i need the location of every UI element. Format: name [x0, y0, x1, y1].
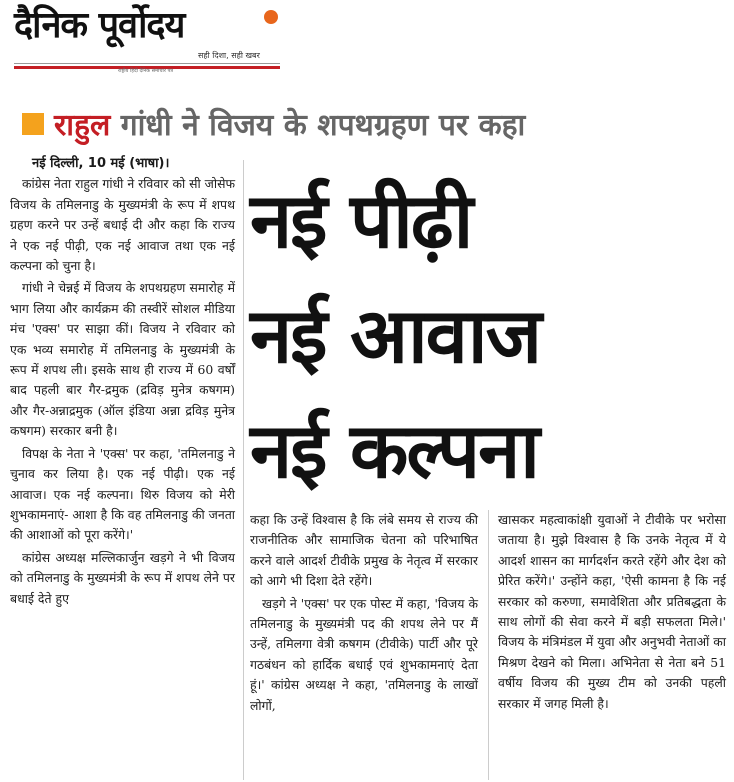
column-divider — [488, 510, 489, 780]
headline-line-1: नई पीढ़ी — [250, 176, 472, 265]
logo-dot-icon — [264, 10, 278, 24]
headline — [250, 163, 720, 508]
paragraph: गांधी ने चेन्नई में विजय के शपथग्रहण समारोह में भाग लिया और कार्यक्रम की तस्वीरें सोशल मीडिया मंच 'एक्स' पर साझा कीं। विजय ने रविवार को एक भव्य समारोह में तमिलनाडु के मुख्यमंत्री के रूप में शपथ ली। इसके साथ ही राज्य में 60 वर्षों बाद पहली बार गैर-द्रमुक (द्रविड़ मुनेत्र कषगम) और गैर-अन्नाद्रमुक (ऑल इंडिया अन्ना द्रविड़ मुनेत्र कषगम) सरकार बनी है। — [10, 280, 235, 439]
paragraph: खड़गे ने 'एक्स' पर एक पोस्ट में कहा, 'विजय के तमिलनाडु के मुख्यमंत्री पद की शपथ लेने पर मैं उन्हें, तमिलगा वेत्री कषगम (टीवीके) पार्टी और पूरे गठबंधन को हार्दिक बधाई एवं शुभकामनाएं देता हूं।' कांग्रेस अध्यक्ष ने कहा, 'तमिलनाडु के लाखों लोगों, — [250, 595, 478, 713]
paragraph: विपक्ष के नेता ने 'एक्स' पर कहा, 'तमिलनाडु ने चुनाव कर लिया है। एक नई पीढ़ी। एक नई आवाज। एक नई कल्पना। थिरु विजय को मेरी शुभकामनाएं- आशा है कि वह तमिलनाडु की जनता की आशाओं को पूरा करेंगे।' — [10, 445, 235, 543]
paragraph: कहा कि उन्हें विश्वास है कि लंबे समय से राज्य की राजनीतिक और सामाजिक चेतना को परिभाषित करने वाले आदर्श टीवीके प्रमुख के नेतृत्व में सरकार को आगे भी दिशा देते रहेंगे। — [250, 512, 478, 589]
paragraph: कांग्रेस अध्यक्ष मल्लिकार्जुन खड़गे ने भी विजय को तमिलनाडु के मुख्यमंत्री के रूप में शपथ लेने पर बधाई देते हुए — [10, 549, 235, 606]
column-divider — [243, 160, 244, 780]
article-column-2 — [250, 510, 478, 716]
paragraph: कांग्रेस नेता राहुल गांधी ने रविवार को सी जोसेफ विजय के तमिलनाडु के मुख्यमंत्री के रूप में शपथ ग्रहण करने पर उन्हें बधाई दी और कहा कि राज्य ने एक नई पीढ़ी, एक नई आवाज तथा एक नई कल्पना को चुना है। — [10, 176, 235, 274]
masthead-rule — [14, 63, 280, 64]
tagline: सही दिशा, सही खबर — [198, 51, 260, 60]
headline-line-2: नई आवाज — [250, 291, 540, 380]
masthead — [0, 0, 734, 80]
kicker — [22, 102, 525, 150]
paragraph: खासकर महत्वाकांक्षी युवाओं ने टीवीके पर भरोसा जताया है। मुझे विश्वास है कि उनके नेतृत्व में ये आदर्श शासन का मार्गदर्शन करते रहेंगे और देश को प्रेरित करेंगे।' उन्होंने कहा, 'ऐसी कामना है कि नई सरकार को करुणा, समावेशिता और प्रतिबद्धता के साथ लोगों की सेवा करने में बड़ी सफलता मिले।' विजय के मंत्रिमंडल में युवा और अनुभवी नेताओं का मिश्रण देखने को मिला। अभिनेता से नेता बने 51 वर्षीय विजय की मुख्य टीम को उनकी पहली सरकार में जगह मिली है। — [498, 512, 726, 711]
article-column-3 — [498, 510, 726, 714]
kicker-highlight: राहुल — [54, 108, 111, 143]
kicker-square-icon — [22, 113, 44, 135]
newspaper-logo: दैनिक पूर्वोदय — [14, 5, 185, 46]
article-column-1 — [10, 154, 235, 609]
kicker-text: गांधी ने विजय के शपथग्रहण पर कहा — [120, 108, 526, 143]
masthead-small-print: राष्ट्रीय हिंदी दैनिक समाचार पत्र — [118, 68, 174, 74]
dateline: नई दिल्ली, 10 मई (भाषा)। — [32, 156, 170, 171]
headline-line-3: नई कल्पना — [250, 406, 538, 495]
